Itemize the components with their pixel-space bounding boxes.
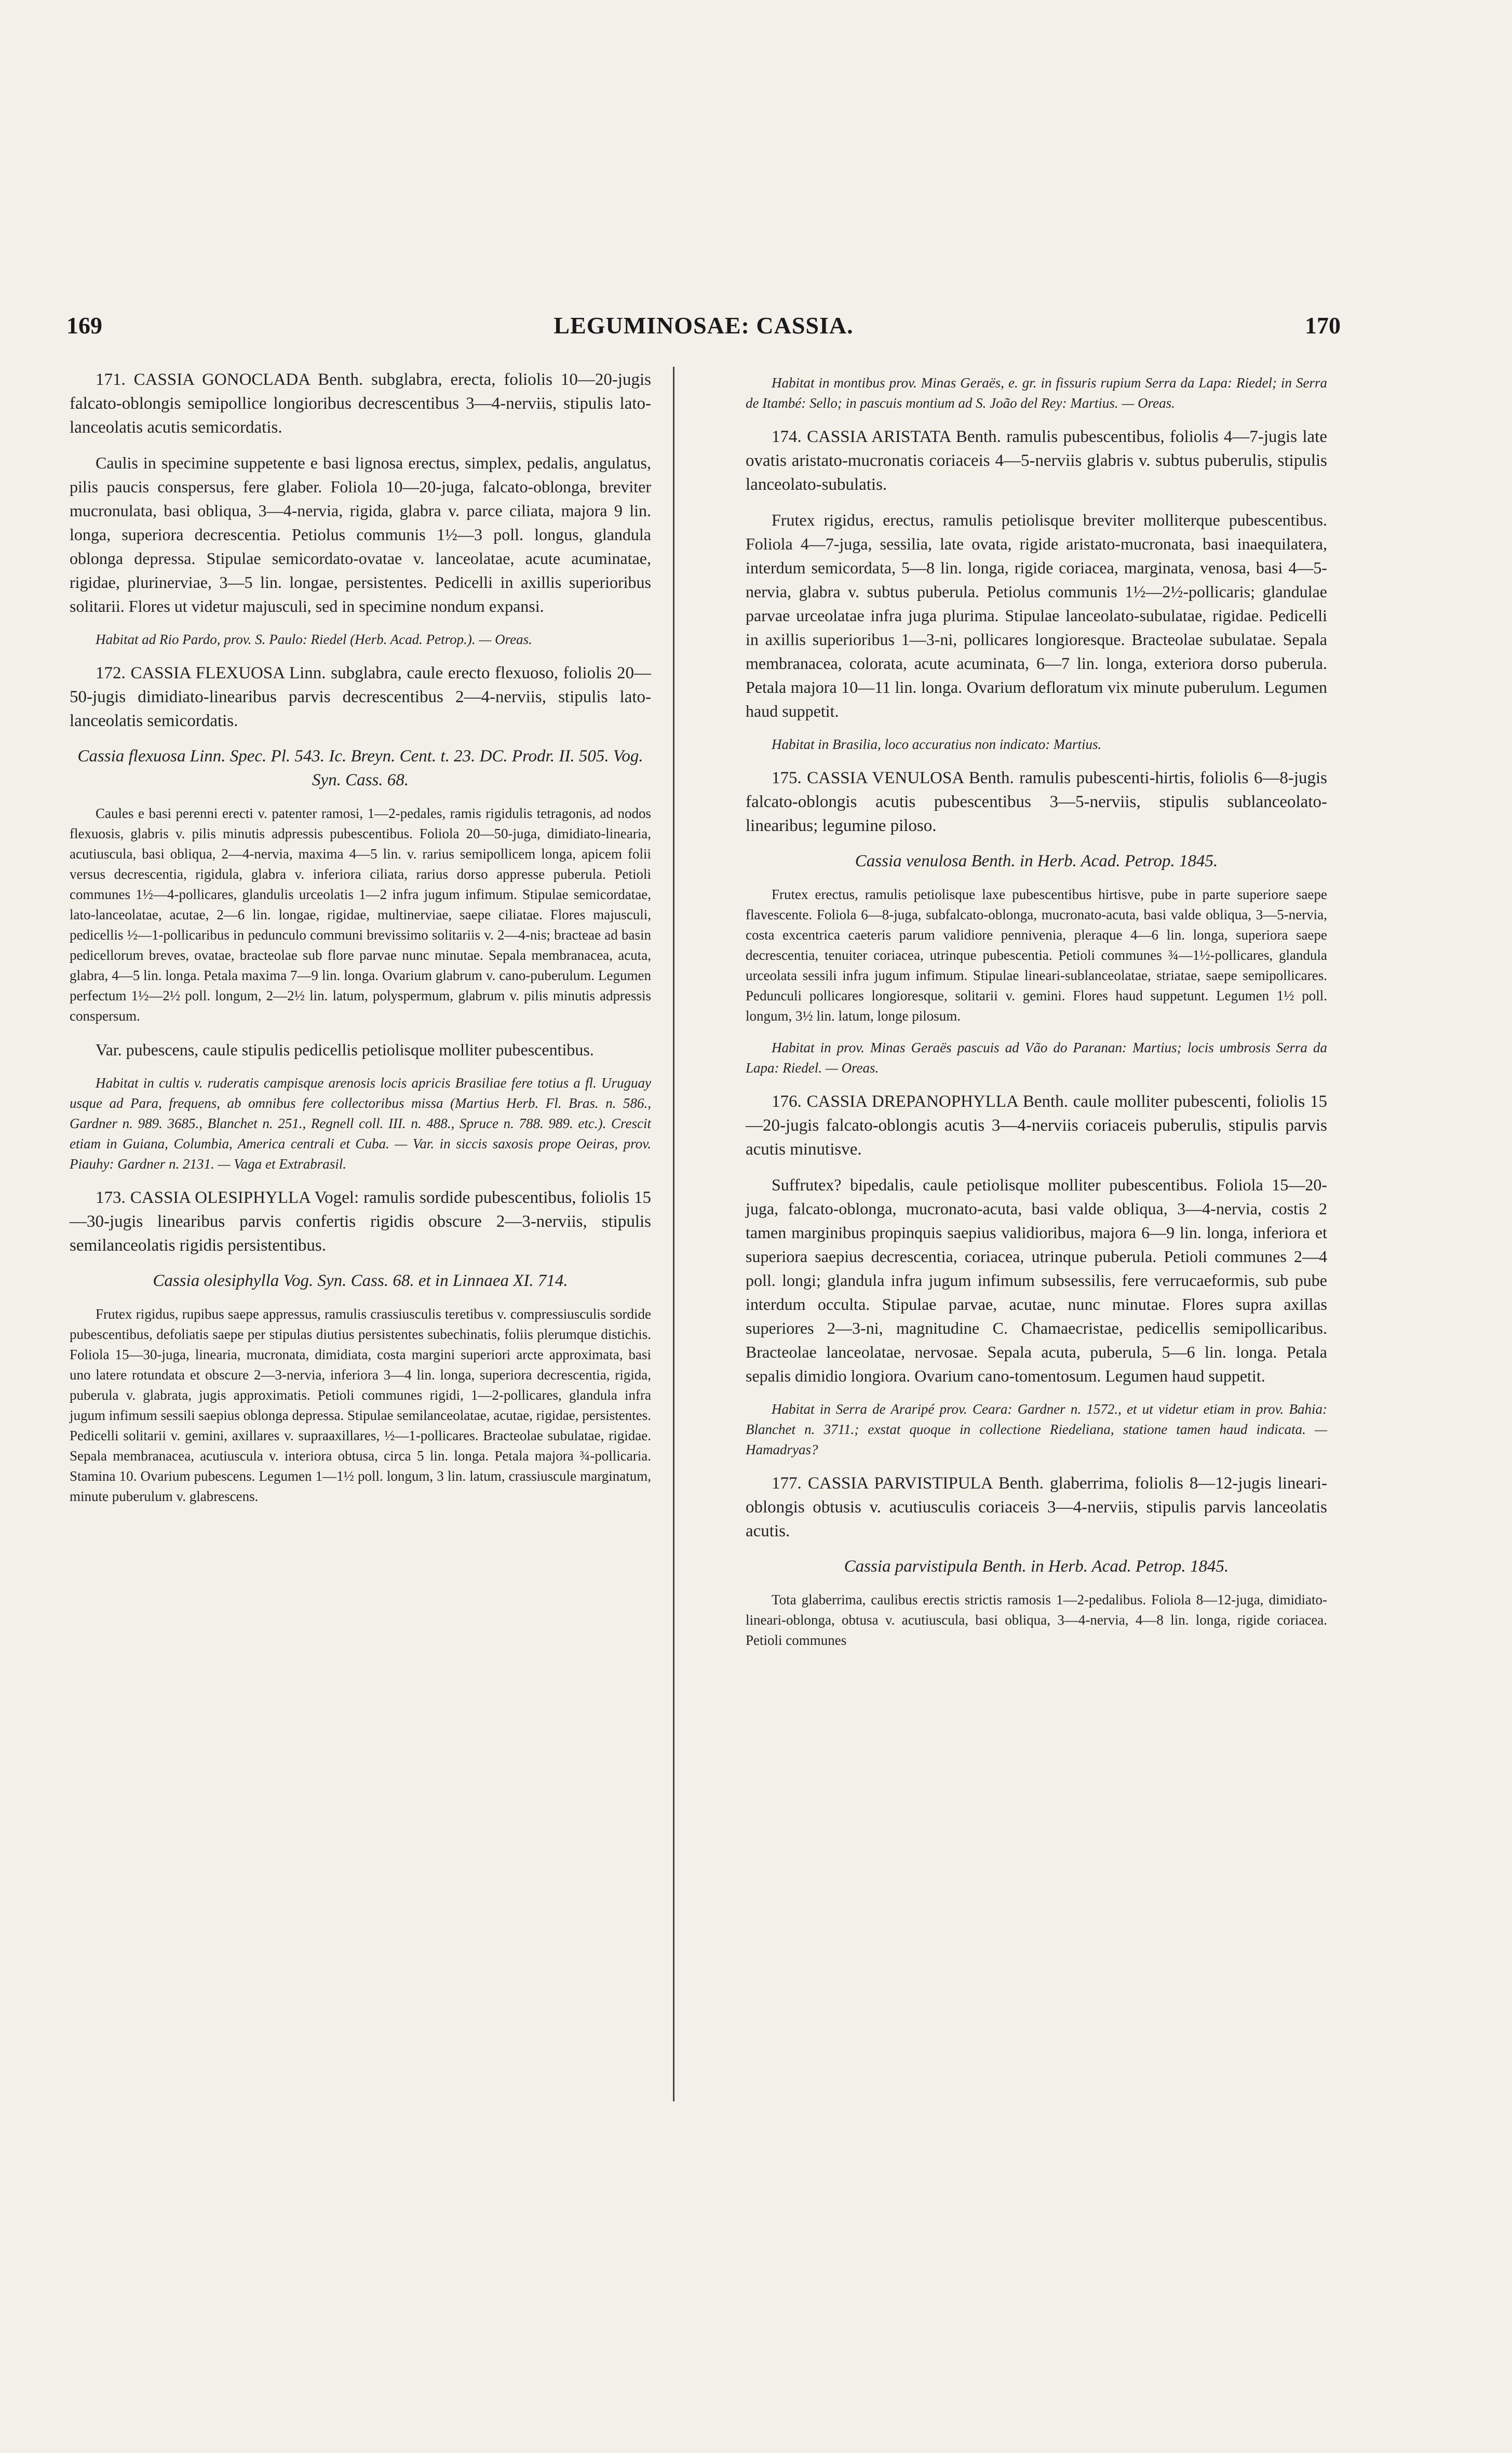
right-paragraph-12: Cassia parvistipula Benth. in Herb. Acad. Petrop. 1845. xyxy=(844,1557,1229,1576)
left-paragraph-4: Cassia flexuosa Linn. Spec. Pl. 543. Ic. Breyn. Cent. t. 23. DC. Prodr. II. 505. Vog. Syn. Cass. 68. xyxy=(77,747,643,789)
left-paragraph-8: 173. CASSIA OLESIPHYLLA Vogel: ramulis sordide pubescentibus, foliolis 15—30-jugis linearibus parvis confertis rigidis obscure 2—3-nerviis, stipulis semilanceolatis rigidis persistentibus. xyxy=(70,1188,651,1255)
left-paragraph-0: 171. CASSIA GONOCLADA Benth. subglabra, erecta, foliolis 10—20-jugis falcato-oblongis semipollice longioribus decrescentibus 3—4-nerviis, stipulis lato-lanceolatis acutis semicordatis. xyxy=(70,370,651,437)
right-paragraph-9: Suffrutex? bipedalis, caule petiolisque molliter pubescentibus. Foliola 15—20-juga, falcato-oblonga, mucronato-acuta, basi valde obliqua, 3—4-nervia, costis 2 tamen marginibus propinquis saepius validioribus, majora 6—9 lin. longa, inferiora et superiora saepius decrescentia, coriacea, utrinque puberula. Petioli communes 2—4 poll. longi; glandula infra jugum infimum subsessilis, fere verrucaeformis, sub pube interdum occulta. Stipulae parvae, acutae, nunc minutae. Flores supra axillas superiores 2—3-ni, magnitudine C. Chamaecristae, pedicellis semipollicaribus. Bracteolae lanceolatae, nervosae. Sepala acuta, puberula, 5—6 lin. longa. Petala sepalis dimidio longiora. Ovarium cano-tomentosum. Legumen haud suppetit. xyxy=(746,1175,1327,1385)
right-column xyxy=(746,368,1327,1662)
left-paragraph-5: Caules e basi perenni erecti v. patenter ramosi, 1—2-pedales, ramis rigidulis tetragonis, ad nodos flexuosis, glabris v. pilis minutis adpressis pubescentibus. Foliola 20—50-juga, dimidiato-linearia, acutiuscula, basi obliqua, 2—4-nervia, maxima 4—5 lin. v. rarius semipollicem longa, apicem folii versus decrescentia, rigidula, glabra v. inferiora ciliata, rarius dorso appresse puberula. Petioli communes 1½—4-pollicares, glandulis urceolatis 1—2 infra jugum infimum. Stipulae semicordatae, lato-lanceolatae, acutae, 2—6 lin. longae, rigidae, multinerviae, saepe ciliatae. Flores majusculi, pedicellis ½—1-pollicaribus in pedunculo communi brevissimo solitariis v. 2—4-nis; bracteae ad basin pedicellorum breves, ovatae, bracteolae sub flore parvae nunc minutae. Sepala membranacea, acuta, glabra, 4—5 lin. longa. Petala maxima 7—9 lin. longa. Ovarium glabrum v. cano-puberulum. Legumen perfectum 1½—2½ poll. longum, 2—2½ lin. latum, polyspermum, glabrum v. pilis minutis adpressis conspersum. xyxy=(70,806,651,1024)
left-paragraph-3: 172. CASSIA FLEXUOSA Linn. subglabra, caule erecto flexuoso, foliolis 20—50-jugis dimidiato-linearibus parvis decrescentibus 2—4-nerviis, stipulis lato-lanceolatis semicordatis. xyxy=(70,664,651,730)
page-number-left: 169 xyxy=(66,312,102,339)
right-paragraph-11: 177. CASSIA PARVISTIPULA Benth. glaberrima, foliolis 8—12-jugis lineari-oblongis obtusis v. acutiusculis coriaceis 3—4-nerviis, stipulis parvis lanceolatis acutis. xyxy=(746,1474,1327,1540)
left-paragraph-7: Habitat in cultis v. ruderatis campisque arenosis locis apricis Brasiliae fere totius a fl. Uruguay usque ad Para, frequens, ab omnibus fere collectoribus missa (Martius Herb. Fl. Bras. n. 586., Gardner n. 989. 3685., Blanchet n. 251., Regnell coll. III. n. 488., Spruce n. 788. 989. etc.). Crescit etiam in Guiana, Columbia, America centrali et Cuba. — Var. in siccis saxosis prope Oeiras, prov. Piauhy: Gardner n. 2131. — Vaga et Extrabrasil. xyxy=(70,1075,651,1172)
left-paragraph-6: Var. pubescens, caule stipulis pedicellis petiolisque molliter pubescentibus. xyxy=(96,1040,594,1059)
right-paragraph-5: Cassia venulosa Benth. in Herb. Acad. Petrop. 1845. xyxy=(855,852,1218,870)
right-paragraph-13: Tota glaberrima, caulibus erectis strictis ramosis 1—2-pedalibus. Foliola 8—12-juga, dimidiato-lineari-oblonga, obtusa v. acutiuscula, basi obliqua, 3—4-nervia, 4—8 lin. longa, rigide coriacea. Petioli communes xyxy=(746,1592,1327,1648)
left-paragraph-1: Caulis in specimine suppetente e basi lignosa erectus, simplex, pedalis, angulatus, pilis paucis conspersus, fere glaber. Foliola 10—20-juga, falcato-oblonga, breviter mucronulata, basi obliqua, 3—4-nervia, rigida, glabra v. parce ciliata, majora 9 lin. longa, superiora decrescentia. Petiolus communis 1½—3 poll. longus, glandula oblonga depressa. Stipulae semicordato-ovatae v. lanceolatae, acute acuminatae, rigidae, plurinerviae, 3—5 lin. longae, persistentes. Pedicelli in axillis superioribus solitarii. Flores ut videtur majusculi, sed in specimine nondum expansi. xyxy=(70,453,651,615)
right-paragraph-2: Frutex rigidus, erectus, ramulis petiolisque breviter molliterque pubescentibus. Foliola 4—7-juga, sessilia, late ovata, rigide aristato-mucronata, basi inaequilatera, interdum semicordata, 5—8 lin. longa, rigide coriacea, marginata, venosa, basi 4—5-nervia, glabra v. subtus puberula. Petiolus communis 1½—2½-pollicaris; glandulae parvae urceolatae infra juga plurima. Stipulae lanceolato-subulatae, rigidae. Pedicelli in axillis superioribus 1—3-ni, pollicares longioresque. Bracteolae subulatae. Sepala membranacea, colorata, acute acuminata, 6—7 lin. longa, exteriora dorso puberula. Petala majora 10—11 lin. longa. Ovarium defloratum vix minute puberulum. Legumen haud suppetit. xyxy=(746,511,1327,720)
left-paragraph-10: Frutex rigidus, rupibus saepe appressus, ramulis crassiusculis teretibus v. compressiusculis sordide pubescentibus, defoliatis saepe per stipulas diutius persistentes subechinatis, foliis plerumque distichis. Foliola 15—30-juga, linearia, mucronata, dimidiata, costa margini superiori arcte approximata, basi uno latere rotundata et obscure 2—3-nervia, inferiora 3—4 lin. longa, superiora decrescentia, rigida, puberula v. glabrata, jugis approximatis. Petioli communes rigidi, 1—2-pollicares, glandula infra jugum infimum sessili saepius oblonga depressa. Stipulae semilanceolatae, acutae, rigidae, persistentes. Pedicelli solitarii v. gemini, axillares v. supraaxillares, ½—1-pollicares. Bracteolae subulatae, rigidae. Sepala membranacea, acutiuscula v. interiora obtusa, circa 5 lin. longa. Petala majora ¾-pollicaria. Stamina 10. Ovarium pubescens. Legumen 1—1½ poll. longum, 3 lin. latum, crassiuscule marginatum, minute puberulum v. glabrescens. xyxy=(70,1306,651,1504)
right-paragraph-1: 174. CASSIA ARISTATA Benth. ramulis pubescentibus, foliolis 4—7-jugis late ovatis aristato-mucronatis coriaceis 4—5-nerviis glabris v. subtus puberulis, stipulis lanceolato-subulatis. xyxy=(746,427,1327,494)
right-paragraph-0: Habitat in montibus prov. Minas Geraës, e. gr. in fissuris rupium Serra da Lapa: Riedel; in Serra de Itambé: Sello; in pascuis montium ad S. João del Rey: Martius. — Oreas. xyxy=(746,375,1327,411)
column-divider xyxy=(673,367,674,2101)
left-paragraph-9: Cassia olesiphylla Vog. Syn. Cass. 68. et in Linnaea XI. 714. xyxy=(153,1271,568,1290)
right-paragraph-8: 176. CASSIA DREPANOPHYLLA Benth. caule molliter pubescenti, foliolis 15—20-jugis falcato-oblongis acutis 3—4-nerviis coriaceis puberulis, stipulis parvis acutis minutisve. xyxy=(746,1092,1327,1159)
page-title: LEGUMINOSAE: CASSIA. xyxy=(554,312,854,339)
left-column xyxy=(70,368,651,1518)
page-number-right: 170 xyxy=(1305,312,1341,339)
left-paragraph-2: Habitat ad Rio Pardo, prov. S. Paulo: Riedel (Herb. Acad. Petrop.). — Oreas. xyxy=(96,632,532,647)
right-paragraph-6: Frutex erectus, ramulis petiolisque laxe pubescentibus hirtisve, pube in parte superiore saepe flavescente. Foliola 6—8-juga, subfalcato-oblonga, mucronato-acuta, basi valde obliqua, 3—5-nervia, costa excentrica caeteris parum validiore pennivenia, pleraque 4—6 lin. longa, superiora saepe decrescentia, tenuiter coriacea, utrinque pubescentia. Petioli communes ¾—1½-pollicares, glandula urceolata sessili infra jugum infimum. Stipulae lineari-sublanceolatae, striatae, saepe semipollicares. Pedunculi pollicares longioresque, solitarii v. gemini. Flores haud suppetunt. Legumen 1½ poll. longum, 3½ lin. latum, longe pilosum. xyxy=(746,887,1327,1024)
right-paragraph-3: Habitat in Brasilia, loco accuratius non indicato: Martius. xyxy=(772,736,1102,752)
right-paragraph-4: 175. CASSIA VENULOSA Benth. ramulis pubescenti-hirtis, foliolis 6—8-jugis falcato-oblongis acutis pubescentibus 3—5-nerviis, stipulis sublanceolato-linearibus; legumine piloso. xyxy=(746,769,1327,835)
right-paragraph-7: Habitat in prov. Minas Geraës pascuis ad Vão do Paranan: Martius; locis umbrosis Serra da Lapa: Riedel. — Oreas. xyxy=(746,1040,1327,1076)
right-paragraph-10: Habitat in Serra de Araripé prov. Ceara: Gardner n. 1572., et ut videtur etiam in prov. Bahia: Blanchet n. 3711.; exstat quoque in collectione Riedeliana, statione tamen haud indicata. — Hamadryas? xyxy=(746,1401,1327,1457)
running-head xyxy=(66,312,1341,343)
